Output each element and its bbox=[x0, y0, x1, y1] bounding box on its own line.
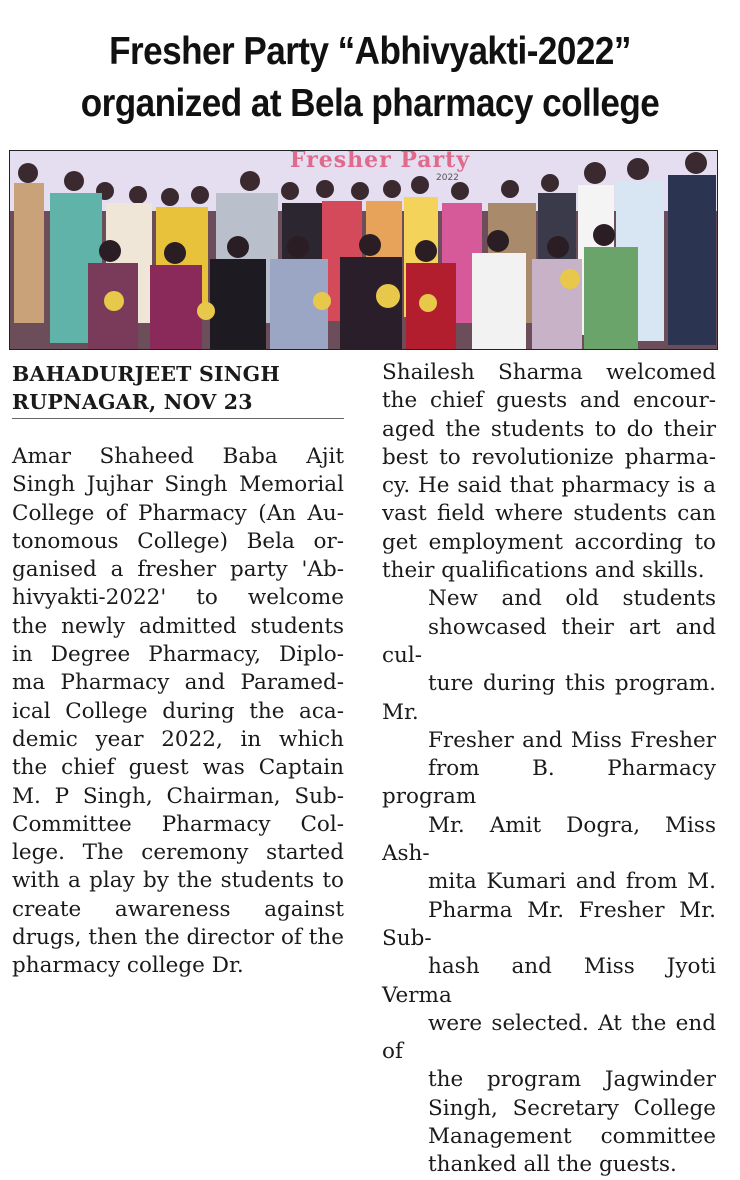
article-line: ma Pharmacy and Paramed- bbox=[12, 670, 344, 696]
article-line: mita Kumari and from M. bbox=[428, 869, 716, 895]
group-photo-illustration bbox=[10, 151, 718, 350]
article-line: demic year 2022, in which bbox=[12, 726, 344, 752]
article-line: tonomous College) Bela or- bbox=[12, 528, 344, 554]
banner-year: 2022 bbox=[436, 173, 459, 183]
article-line: Committee Pharmacy Col- bbox=[12, 811, 344, 837]
article-paragraph-1 bbox=[12, 443, 344, 981]
article-line: the chief guest was Captain bbox=[12, 755, 344, 781]
banner-text: Fresher Party bbox=[289, 150, 471, 173]
article-line: Shailesh Sharma welcomed bbox=[382, 360, 716, 385]
article-line: M. P Singh, Chairman, Sub- bbox=[12, 783, 344, 809]
article-line: ganised a fresher party 'Ab- bbox=[12, 557, 344, 583]
byline-dateline: RUPNAGAR, NOV 23 bbox=[12, 390, 253, 414]
article-column-right bbox=[382, 359, 716, 1180]
article-line: were selected. At the end of bbox=[382, 1010, 716, 1065]
article-line: ture during this program. Mr. bbox=[382, 671, 716, 725]
article-line: lege. The ceremony started bbox=[12, 840, 344, 866]
article-line: the newly admitted students bbox=[12, 613, 344, 639]
article-line: aged the students to do their bbox=[382, 416, 716, 442]
article-line: Singh, Secretary College bbox=[428, 1095, 716, 1121]
article-line: best to revolutionize pharma- bbox=[382, 444, 716, 470]
article-line: showcased their art and cul- bbox=[382, 614, 716, 668]
byline bbox=[12, 360, 344, 416]
article-line: create awareness against bbox=[12, 896, 344, 922]
byline-divider bbox=[12, 418, 344, 419]
group-photo bbox=[9, 150, 718, 350]
article-line: Amar Shaheed Baba Ajit bbox=[12, 444, 344, 469]
article-paragraph-3 bbox=[382, 585, 716, 1179]
article-line: in Degree Pharmacy, Diplo- bbox=[12, 642, 344, 668]
headline-line-2: organized at Bela pharmacy college bbox=[80, 82, 660, 125]
article-column-left bbox=[12, 443, 344, 981]
article-line: with a play by the students to bbox=[12, 868, 344, 894]
article-line: Singh Jujhar Singh Memorial bbox=[12, 472, 344, 498]
article-line: hash and Miss Jyoti Verma bbox=[382, 954, 716, 1008]
article-line: vast field where students can bbox=[382, 501, 716, 527]
headline bbox=[37, 26, 703, 130]
byline-author: BAHADURJEET SINGH bbox=[12, 362, 280, 386]
article-line: their qualifications and skills. bbox=[382, 558, 705, 584]
article-line: pharmacy college Dr. bbox=[12, 953, 244, 979]
article-line: College of Pharmacy (An Au- bbox=[12, 500, 344, 526]
article-line: Mr. Amit Dogra, Miss Ash- bbox=[382, 812, 716, 867]
article-line: cy. He said that pharmacy is a bbox=[382, 473, 716, 499]
article-line: hivyakti-2022' to welcome bbox=[12, 585, 344, 611]
headline-line-1: Fresher Party “Abhivyakti-2022” bbox=[109, 30, 631, 73]
article-line: get employment according to bbox=[382, 529, 716, 555]
article-line: the program Jagwinder bbox=[428, 1067, 716, 1093]
article-line: ical College during the aca- bbox=[12, 698, 344, 724]
article-line: thanked all the guests. bbox=[428, 1152, 677, 1178]
article-line: the chief guests and encour- bbox=[382, 388, 716, 414]
article-line: Management committee bbox=[428, 1124, 716, 1150]
article-paragraph-2 bbox=[382, 359, 716, 585]
article-line: New and old students bbox=[428, 586, 716, 612]
article-line: from B. Pharmacy program bbox=[382, 756, 716, 810]
article-line: Pharma Mr. Fresher Mr. Sub- bbox=[382, 897, 716, 951]
article-line: drugs, then the director of the bbox=[12, 925, 344, 951]
article-line: Fresher and Miss Fresher bbox=[428, 727, 716, 753]
